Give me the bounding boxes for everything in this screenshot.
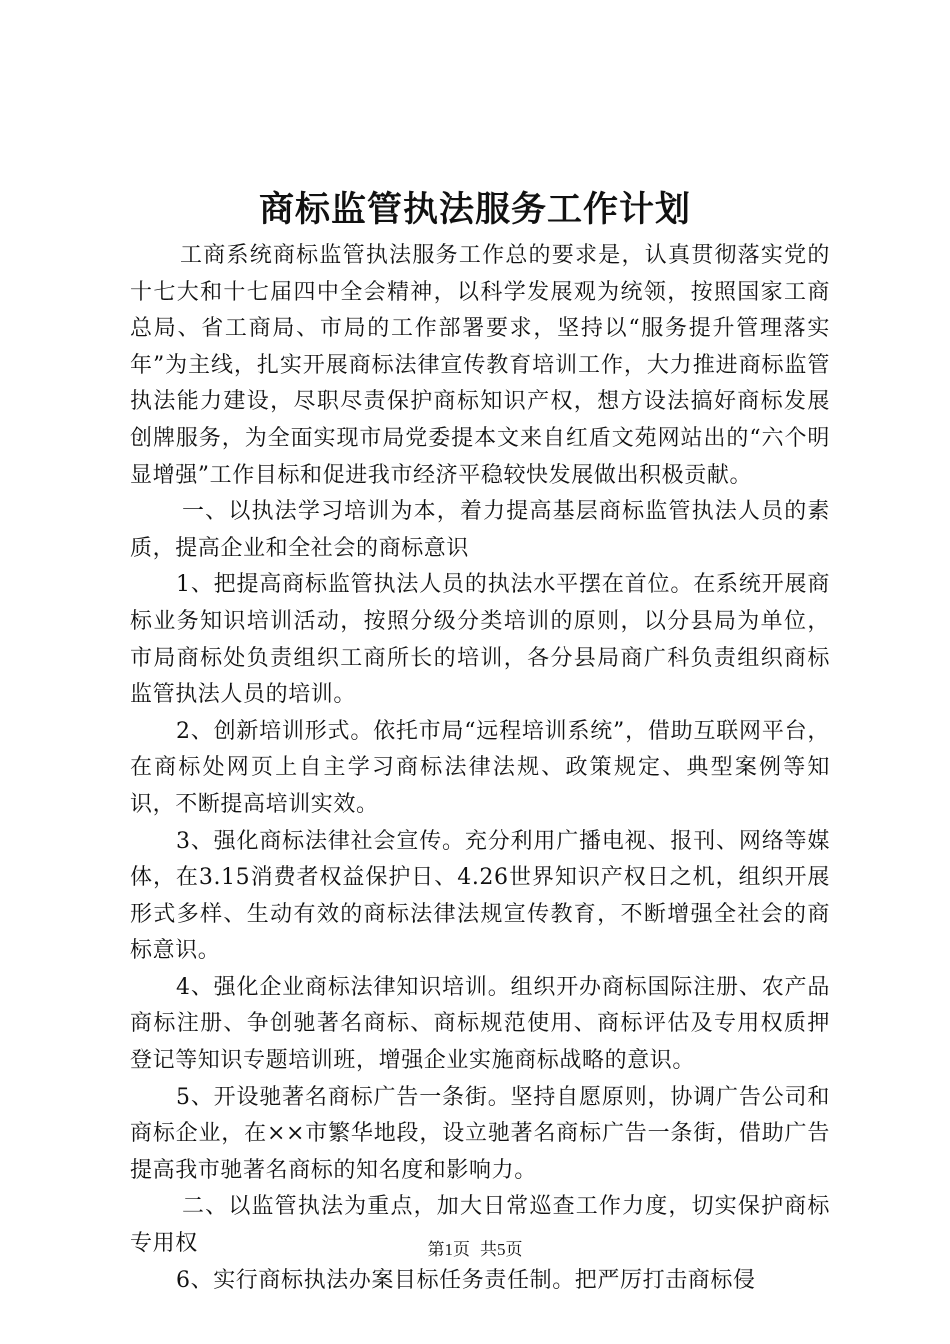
page-total: 共5页 (480, 1240, 523, 1259)
item-paragraph-3: 3、强化商标法律社会宣传。充分利用广播电视、报刊、网络等媒体，在3.15消费者权益保护日、4.26世界知识产权日之机，组织开展形式多样、生动有效的商标法律法规宣传教育，不断增强全社会的商标意识。 (130, 828, 830, 964)
section-heading-1: 一、以执法学习培训为本，着力提高基层商标监管执法人员的素质，提高企业和全社会的商标意识 (130, 499, 830, 561)
page-footer (0, 1238, 950, 1262)
item-paragraph-2: 2、创新培训形式。依托市局“远程培训系统”，借助互联网平台，在商标处网页上自主学习商标法律法规、政策规定、典型案例等知识，不断提高培训实效。 (130, 718, 830, 817)
document-body (130, 238, 830, 1299)
item-paragraph-4: 4、强化企业商标法律知识培训。组织开办商标国际注册、农产品商标注册、争创驰著名商标、商标规范使用、商标评估及专用权质押登记等知识专题培训班，增强企业实施商标战略的意识。 (130, 974, 830, 1074)
item-paragraph-6: 6、实行商标执法办案目标任务责任制。把严厉打击商标侵 (176, 1267, 756, 1293)
section-heading-2: 二、以监管执法为重点，加大日常巡查工作力度，切实保护商标专用权 (130, 1194, 830, 1257)
intro-paragraph: 工商系统商标监管执法服务工作总的要求是，认真贯彻落实党的十七大和十七届四中全会精神，以科学发展观为统领，按照国家工商总局、省工商局、市局的工作部署要求，坚持以“服务提升管理落实年”为主线，扎实开展商标法律宣传教育培训工作，大力推进商标监管执法能力建设，尽职尽责保护商标知识产权，想方设法搞好商标发展创牌服务，为全面实现市局党委提本文来自红盾文苑网站出的“六个明显增强”工作目标和促进我市经济平稳较快发展做出积极贡献。 (130, 243, 830, 488)
item-paragraph-5: 5、开设驰著名商标广告一条街。坚持自愿原则，协调广告公司和商标企业，在××市繁华地段，设立驰著名商标广告一条街，借助广告提高我市驰著名商标的知名度和影响力。 (130, 1084, 830, 1183)
item-paragraph-1: 1、把提高商标监管执法人员的执法水平摆在首位。在系统开展商标业务知识培训活动，按照分级分类培训的原则，以分县局为单位，市局商标处负责组织工商所长的培训，各分县局商广科负责组织商标监管执法人员的培训。 (130, 572, 830, 708)
document-title: 商标监管执法服务工作计划 (258, 189, 691, 230)
page-number: 第1页 (427, 1240, 470, 1259)
